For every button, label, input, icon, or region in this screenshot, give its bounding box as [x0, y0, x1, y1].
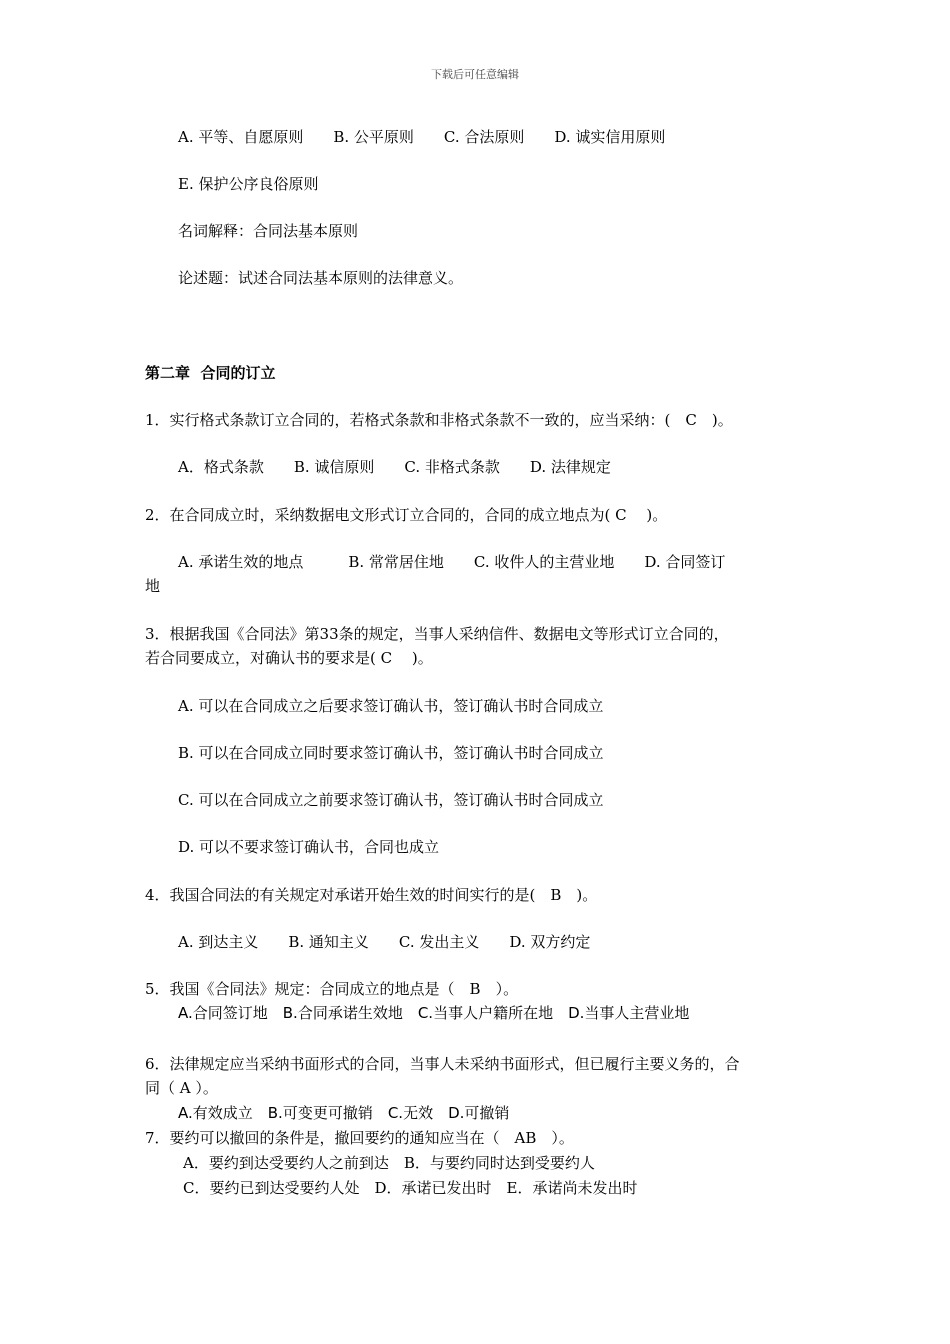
question-3-stem-line2: 若合同要成立，对确认书的要求是( C )。: [145, 649, 433, 667]
question-2-options-wrap: 地: [145, 577, 161, 595]
question-3-stem-line1: 3．根据我国《合同法》第33条的规定，当事人采纳信件、数据电文等形式订立合同的，: [145, 625, 729, 643]
question-5-options: A.合同签订地 B.合同承诺生效地 C.当事人户籍所在地 D.当事人主营业地: [178, 1004, 690, 1022]
question-5-stem: 5．我国《合同法》规定：合同成立的地点是（ B ）。: [145, 980, 519, 998]
question-4-stem: 4．我国合同法的有关规定对承诺开始生效的时间实行的是( B )。: [145, 886, 598, 904]
question-7-options-line1: A．要约到达受要约人之前到达 B．与要约同时达到受要约人: [183, 1154, 595, 1172]
term-definition-question: 名词解释：合同法基本原则: [178, 222, 359, 240]
question-3-option-c: C. 可以在合同成立之前要求签订确认书，签订确认书时合同成立: [178, 791, 604, 809]
question-3-option-d: D. 可以不要求签订确认书，合同也成立: [178, 838, 440, 856]
question-6-stem-line1: 6．法律规定应当采纳书面形式的合同，当事人未采纳书面形式，但已履行主要义务的，合: [145, 1055, 740, 1073]
intro-options-line2: E. 保护公序良俗原则: [178, 175, 319, 193]
question-7-options-line2: C．要约已到达受要约人处 D．承诺已发出时 E．承诺尚未发出时: [183, 1179, 638, 1197]
question-6-stem-line2: 同（ A ）。: [145, 1079, 218, 1097]
question-6-options: A.有效成立 B.可变更可撤销 C.无效 D.可撤销: [178, 1104, 510, 1122]
question-4-options: A. 到达主义 B. 通知主义 C. 发出主义 D. 双方约定: [178, 933, 591, 951]
chapter-title: 第二章 合同的订立: [145, 364, 276, 382]
question-2-options: A. 承诺生效的地点 B. 常常居住地 C. 收件人的主营业地 D. 合同签订: [178, 553, 726, 571]
question-2-stem: 2．在合同成立时，采纳数据电文形式订立合同的，合同的成立地点为( C )。: [145, 506, 668, 524]
essay-question: 论述题：试述合同法基本原则的法律意义。: [178, 269, 464, 287]
question-3-option-a: A. 可以在合同成立之后要求签订确认书，签订确认书时合同成立: [178, 697, 604, 715]
page-header: 下载后可任意编辑: [431, 68, 519, 81]
question-1-options: A．格式条款 B. 诚信原则 C. 非格式条款 D. 法律规定: [178, 458, 611, 476]
question-3-option-b: B. 可以在合同成立同时要求签订确认书，签订确认书时合同成立: [178, 744, 604, 762]
intro-options-line1: A. 平等、自愿原则 B. 公平原则 C. 合法原则 D. 诚实信用原则: [178, 128, 666, 146]
question-7-stem: 7．要约可以撤回的条件是，撤回要约的通知应当在（ AB ）。: [145, 1129, 574, 1147]
question-1-stem: 1．实行格式条款订立合同的，若格式条款和非格式条款不一致的，应当采纳：( C )。: [145, 411, 733, 429]
